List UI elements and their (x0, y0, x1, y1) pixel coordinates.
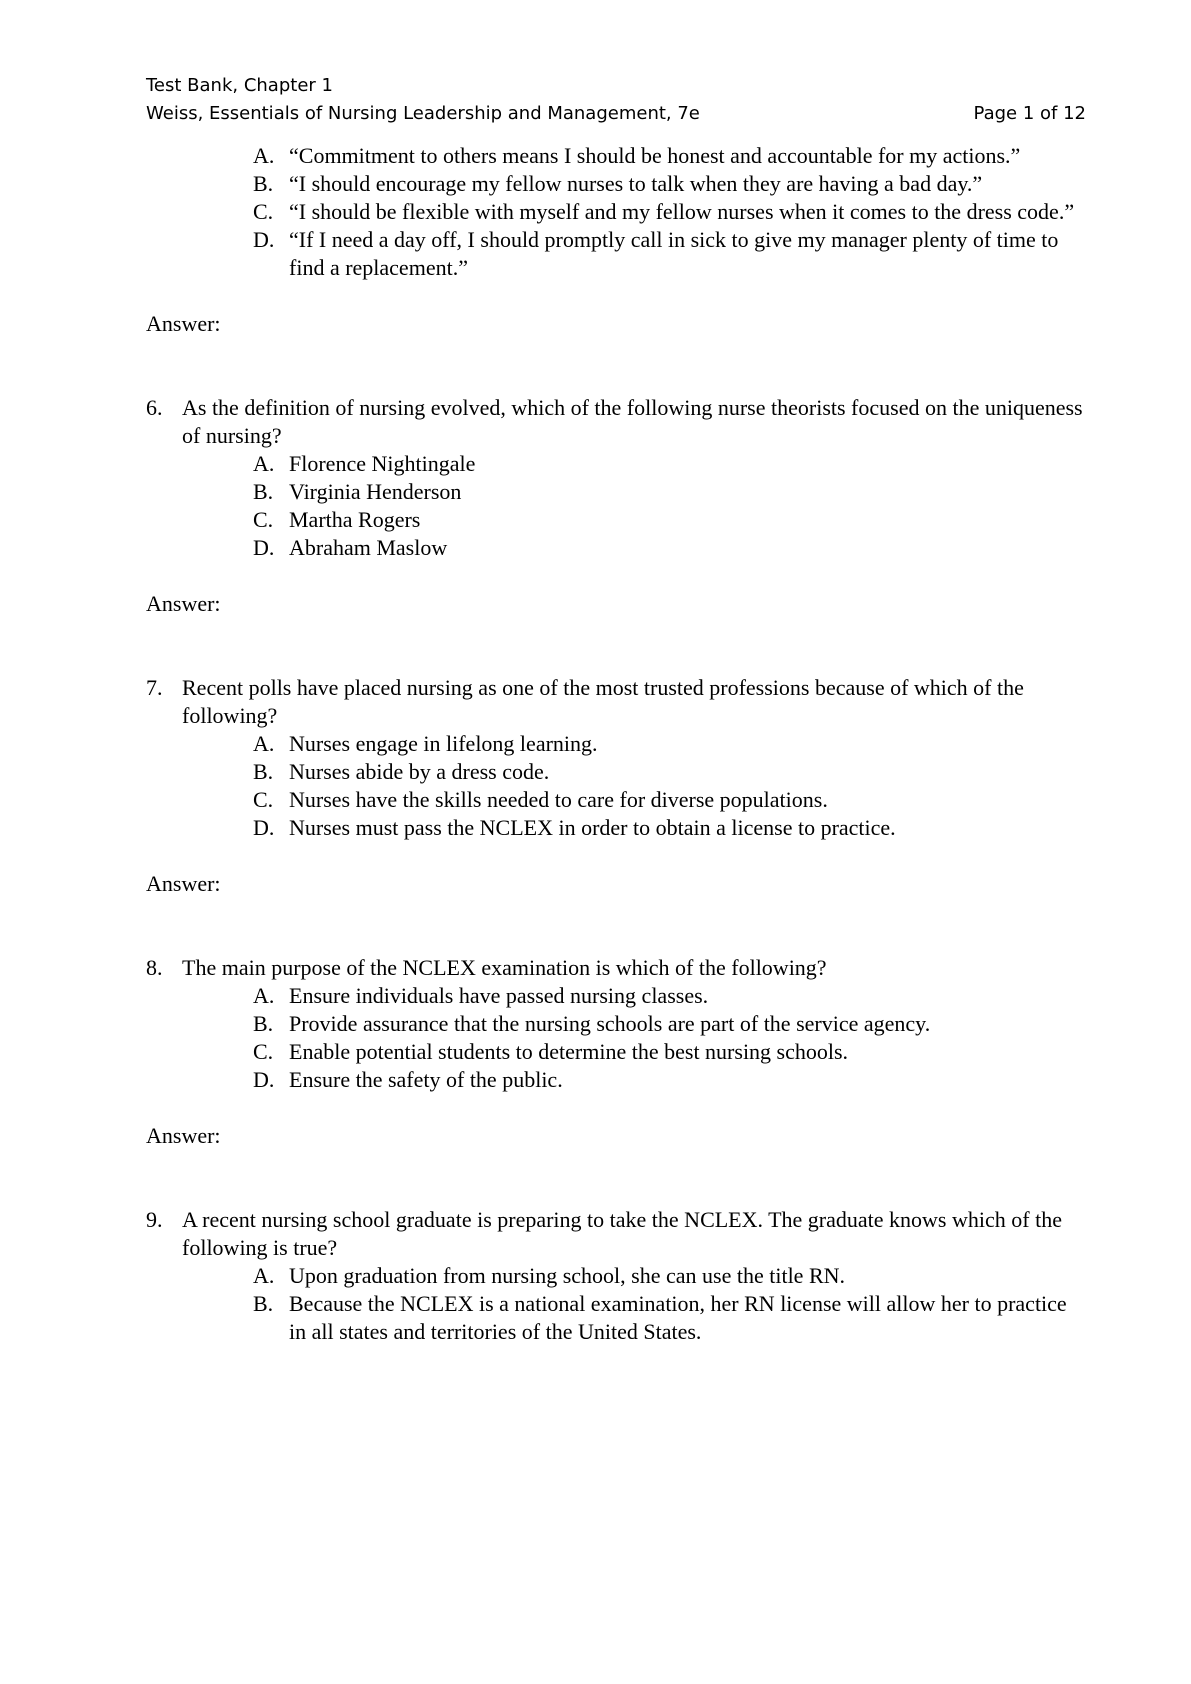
option-letter: B. (253, 759, 274, 784)
question-text: The main purpose of the NCLEX examination is which of the following? (182, 955, 827, 980)
option-text: Because the NCLEX is a national examination, her RN license will allow her to practice in all states and territories of the United States. (289, 1291, 1067, 1344)
option-letter: C. (253, 199, 274, 224)
question-number: 9. (146, 1207, 163, 1232)
option-text: Florence Nightingale (289, 451, 476, 476)
question-number: 7. (146, 675, 163, 700)
option-letter: C. (253, 1039, 274, 1064)
option-text: Ensure the safety of the public. (289, 1067, 563, 1092)
question-6-answer-label: Answer: (146, 591, 221, 616)
option-letter: D. (253, 227, 275, 252)
option-text: Nurses abide by a dress code. (289, 759, 550, 784)
question-8-option-d (253, 1066, 1086, 1094)
question-text: As the definition of nursing evolved, which of the following nurse theorists focused on the uniqueness of nursing? (182, 395, 1083, 448)
question-5-option-d (253, 226, 1086, 282)
header-page-number: Page 1 of 12 (973, 103, 1086, 124)
option-text: Martha Rogers (289, 507, 421, 532)
option-letter: A. (253, 143, 275, 168)
option-letter: D. (253, 815, 275, 840)
question-5-options (146, 142, 1086, 282)
question-text: A recent nursing school graduate is preparing to take the NCLEX. The graduate knows which of the following is true? (182, 1207, 1062, 1260)
option-letter: A. (253, 983, 275, 1008)
option-text: “If I need a day off, I should promptly call in sick to give my manager plenty of time to find a replacement.” (289, 227, 1059, 280)
question-6-option-b (253, 478, 1086, 506)
question-6-option-a (253, 450, 1086, 478)
question-7-option-d (253, 814, 1086, 842)
option-letter: B. (253, 1011, 274, 1036)
question-5-option-b (253, 170, 1086, 198)
question-5-option-a (253, 142, 1086, 170)
option-letter: A. (253, 731, 275, 756)
option-text: Enable potential students to determine the best nursing schools. (289, 1039, 849, 1064)
question-9-option-a (253, 1262, 1086, 1290)
question-8-option-a (253, 982, 1086, 1010)
option-text: Nurses engage in lifelong learning. (289, 731, 598, 756)
question-number: 6. (146, 395, 163, 420)
option-text: Upon graduation from nursing school, she can use the title RN. (289, 1263, 846, 1288)
question-6-option-c (253, 506, 1086, 534)
option-letter: C. (253, 787, 274, 812)
header-row-1 (146, 72, 1086, 100)
option-letter: A. (253, 1263, 275, 1288)
question-9 (146, 1206, 1086, 1262)
option-text: Nurses must pass the NCLEX in order to obtain a license to practice. (289, 815, 896, 840)
header-book-title: Weiss, Essentials of Nursing Leadership and Management, 7e (146, 103, 700, 124)
option-letter: B. (253, 1291, 274, 1316)
question-number: 8. (146, 955, 163, 980)
option-text: Provide assurance that the nursing schools are part of the service agency. (289, 1011, 931, 1036)
option-text: “I should be flexible with myself and my fellow nurses when it comes to the dress code.” (289, 199, 1075, 224)
question-7 (146, 674, 1086, 730)
question-6 (146, 394, 1086, 450)
question-8-answer-label: Answer: (146, 1123, 221, 1148)
question-8-option-b (253, 1010, 1086, 1038)
question-5-option-c (253, 198, 1086, 226)
option-letter: A. (253, 451, 275, 476)
question-5-answer-label: Answer: (146, 311, 221, 336)
question-text: Recent polls have placed nursing as one of the most trusted professions because of which of the following? (182, 675, 1024, 728)
option-letter: C. (253, 507, 274, 532)
option-text: “I should encourage my fellow nurses to talk when they are having a bad day.” (289, 171, 983, 196)
option-letter: D. (253, 1067, 275, 1092)
question-6-option-d (253, 534, 1086, 562)
option-text: Nurses have the skills needed to care for diverse populations. (289, 787, 828, 812)
option-text: Ensure individuals have passed nursing classes. (289, 983, 709, 1008)
option-text: “Commitment to others means I should be honest and accountable for my actions.” (289, 143, 1021, 168)
question-8 (146, 954, 1086, 982)
option-text: Abraham Maslow (289, 535, 448, 560)
option-text: Virginia Henderson (289, 479, 462, 504)
question-8-option-c (253, 1038, 1086, 1066)
question-7-answer-label: Answer: (146, 871, 221, 896)
option-letter: B. (253, 479, 274, 504)
question-7-option-b (253, 758, 1086, 786)
page-header (146, 72, 1086, 128)
option-letter: B. (253, 171, 274, 196)
question-9-option-b (253, 1290, 1086, 1346)
question-7-option-c (253, 786, 1086, 814)
option-letter: D. (253, 535, 275, 560)
document-body (146, 142, 1086, 1346)
question-7-option-a (253, 730, 1086, 758)
header-title: Test Bank, Chapter 1 (146, 75, 333, 96)
header-row-2 (146, 100, 1086, 128)
